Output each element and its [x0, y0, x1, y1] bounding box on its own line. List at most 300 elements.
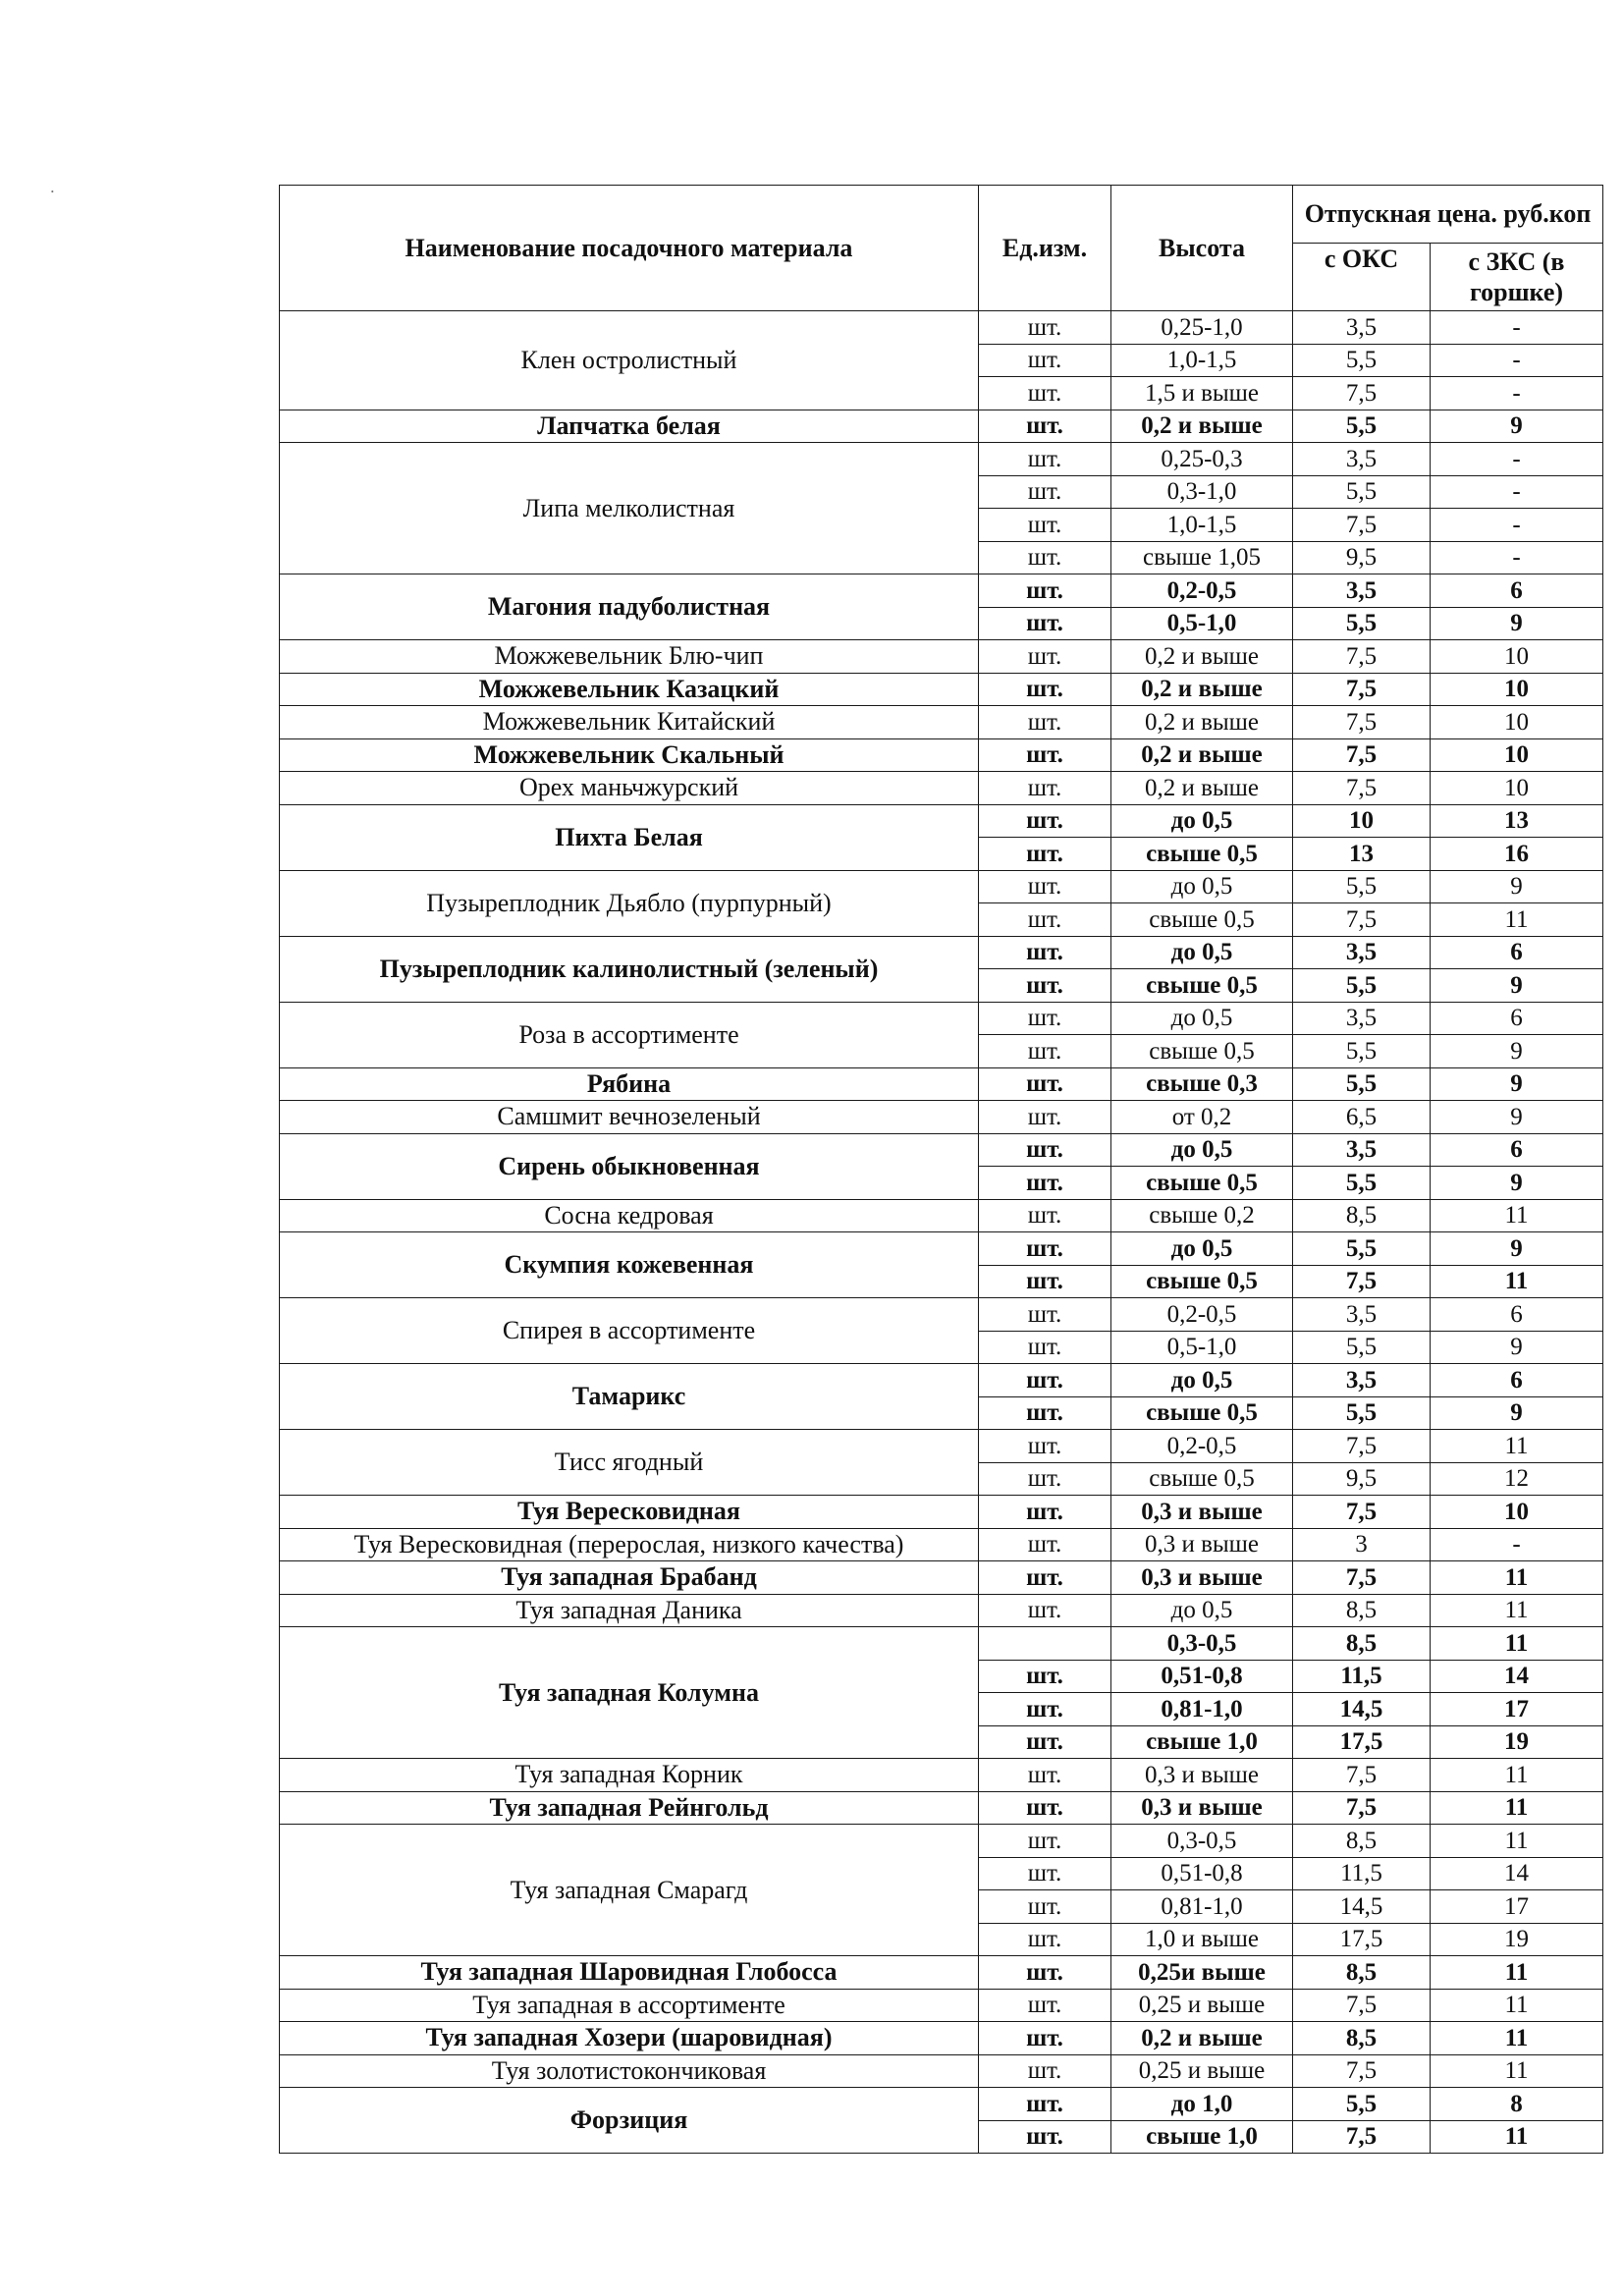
unit-cell: шт.: [979, 2022, 1111, 2055]
plant-name: Туя золотистокончиковая: [280, 2054, 979, 2088]
unit-cell: шт.: [979, 1989, 1111, 2022]
price-zks-cell: 11: [1431, 1594, 1603, 1627]
price-oks-cell: 8,5: [1293, 1825, 1431, 1858]
price-zks-cell: -: [1431, 475, 1603, 509]
price-oks-cell: 7,5: [1293, 1430, 1431, 1463]
unit-cell: [979, 1627, 1111, 1661]
plant-name: Можжевельник Казацкий: [280, 673, 979, 706]
unit-cell: шт.: [979, 1430, 1111, 1463]
unit-cell: шт.: [979, 936, 1111, 969]
plant-name: Туя западная Колумна: [280, 1627, 979, 1759]
unit-cell: шт.: [979, 1199, 1111, 1232]
price-oks-cell: 3,5: [1293, 936, 1431, 969]
plant-name: Туя западная Рейнгольд: [280, 1791, 979, 1825]
unit-cell: шт.: [979, 1101, 1111, 1134]
table-row: [280, 870, 1603, 903]
price-oks-cell: 11,5: [1293, 1660, 1431, 1693]
header-price-zks: с ЗКС (в горшке): [1431, 244, 1603, 311]
table-header: [280, 186, 1603, 311]
unit-cell: шт.: [979, 1890, 1111, 1924]
height-cell: 0,3-0,5: [1111, 1825, 1293, 1858]
table-row: [280, 1430, 1603, 1463]
unit-cell: шт.: [979, 1857, 1111, 1890]
price-table: [279, 185, 1603, 2154]
unit-cell: шт.: [979, 1923, 1111, 1956]
price-zks-cell: 11: [1431, 1956, 1603, 1990]
price-oks-cell: 14,5: [1293, 1693, 1431, 1726]
price-zks-cell: -: [1431, 377, 1603, 410]
price-oks-cell: 7,5: [1293, 673, 1431, 706]
table-row: [280, 1528, 1603, 1561]
plant-name: Спирея в ассортименте: [280, 1298, 979, 1364]
price-zks-cell: 11: [1431, 2022, 1603, 2055]
price-zks-cell: 11: [1431, 903, 1603, 937]
price-zks-cell: 6: [1431, 1364, 1603, 1397]
unit-cell: шт.: [979, 1759, 1111, 1792]
price-oks-cell: 5,5: [1293, 1331, 1431, 1364]
unit-cell: шт.: [979, 1133, 1111, 1167]
price-zks-cell: 9: [1431, 1331, 1603, 1364]
price-zks-cell: 13: [1431, 804, 1603, 838]
price-oks-cell: 7,5: [1293, 1989, 1431, 2022]
price-zks-cell: 11: [1431, 1627, 1603, 1661]
height-cell: свыше 1,05: [1111, 541, 1293, 574]
plant-name: Скумпия кожевенная: [280, 1232, 979, 1298]
table-row: [280, 1627, 1603, 1661]
price-zks-cell: 6: [1431, 574, 1603, 608]
unit-cell: шт.: [979, 804, 1111, 838]
height-cell: до 0,5: [1111, 1594, 1293, 1627]
price-oks-cell: 11,5: [1293, 1857, 1431, 1890]
height-cell: 0,2-0,5: [1111, 1430, 1293, 1463]
height-cell: свыше 0,5: [1111, 1462, 1293, 1496]
height-cell: 0,25 и выше: [1111, 1989, 1293, 2022]
price-oks-cell: 6,5: [1293, 1101, 1431, 1134]
plant-name: Туя Вересковидная (перерослая, низкого качества): [280, 1528, 979, 1561]
price-zks-cell: 9: [1431, 969, 1603, 1003]
table-row: [280, 1496, 1603, 1529]
height-cell: 0,25-1,0: [1111, 311, 1293, 345]
price-zks-cell: 10: [1431, 706, 1603, 739]
price-oks-cell: 17,5: [1293, 1923, 1431, 1956]
price-oks-cell: 7,5: [1293, 509, 1431, 542]
height-cell: 0,2 и выше: [1111, 673, 1293, 706]
price-oks-cell: 5,5: [1293, 410, 1431, 443]
plant-name: Туя Вересковидная: [280, 1496, 979, 1529]
price-zks-cell: -: [1431, 541, 1603, 574]
plant-name: Можжевельник Блю-чип: [280, 640, 979, 674]
plant-name: Роза в ассортименте: [280, 1002, 979, 1067]
unit-cell: шт.: [979, 541, 1111, 574]
unit-cell: шт.: [979, 903, 1111, 937]
price-oks-cell: 17,5: [1293, 1725, 1431, 1759]
table-row: [280, 2022, 1603, 2055]
height-cell: до 0,5: [1111, 870, 1293, 903]
table-row: [280, 1199, 1603, 1232]
table-row: [280, 1989, 1603, 2022]
height-cell: 0,81-1,0: [1111, 1890, 1293, 1924]
height-cell: свыше 0,5: [1111, 969, 1293, 1003]
height-cell: 0,81-1,0: [1111, 1693, 1293, 1726]
price-oks-cell: 7,5: [1293, 377, 1431, 410]
unit-cell: шт.: [979, 1594, 1111, 1627]
unit-cell: шт.: [979, 410, 1111, 443]
height-cell: 0,25 и выше: [1111, 2054, 1293, 2088]
price-zks-cell: 9: [1431, 1167, 1603, 1200]
price-oks-cell: 7,5: [1293, 1265, 1431, 1298]
price-zks-cell: 9: [1431, 410, 1603, 443]
price-oks-cell: 8,5: [1293, 1594, 1431, 1627]
height-cell: 0,51-0,8: [1111, 1857, 1293, 1890]
price-oks-cell: 7,5: [1293, 706, 1431, 739]
plant-name: Сирень обыкновенная: [280, 1133, 979, 1199]
price-zks-cell: 11: [1431, 1265, 1603, 1298]
unit-cell: шт.: [979, 443, 1111, 476]
plant-name: Рябина: [280, 1067, 979, 1101]
unit-cell: шт.: [979, 1825, 1111, 1858]
plant-name: Клен остролистный: [280, 311, 979, 410]
plant-name: Туя западная Брабанд: [280, 1561, 979, 1595]
price-zks-cell: 9: [1431, 607, 1603, 640]
plant-name: Самшмит вечнозеленый: [280, 1101, 979, 1134]
unit-cell: шт.: [979, 1660, 1111, 1693]
price-zks-cell: 10: [1431, 738, 1603, 772]
unit-cell: шт.: [979, 1067, 1111, 1101]
table-row: [280, 1759, 1603, 1792]
price-zks-cell: 6: [1431, 1002, 1603, 1035]
height-cell: 0,5-1,0: [1111, 607, 1293, 640]
plant-name: Туя западная Смарагд: [280, 1825, 979, 1956]
price-oks-cell: 8,5: [1293, 1199, 1431, 1232]
price-oks-cell: 5,5: [1293, 969, 1431, 1003]
price-oks-cell: 7,5: [1293, 1759, 1431, 1792]
plant-name: Можжевельник Китайский: [280, 706, 979, 739]
height-cell: 0,3-0,5: [1111, 1627, 1293, 1661]
table-row: [280, 1298, 1603, 1332]
header-height: Высота: [1111, 186, 1293, 311]
unit-cell: шт.: [979, 1561, 1111, 1595]
price-zks-cell: -: [1431, 509, 1603, 542]
price-oks-cell: 5,5: [1293, 1035, 1431, 1068]
price-zks-cell: 17: [1431, 1890, 1603, 1924]
height-cell: 0,2-0,5: [1111, 574, 1293, 608]
price-zks-cell: 6: [1431, 936, 1603, 969]
height-cell: свыше 1,0: [1111, 2120, 1293, 2154]
plant-name: Сосна кедровая: [280, 1199, 979, 1232]
table-row: [280, 311, 1603, 345]
price-zks-cell: 12: [1431, 1462, 1603, 1496]
unit-cell: шт.: [979, 2054, 1111, 2088]
price-zks-cell: 9: [1431, 1067, 1603, 1101]
price-list-sheet: [279, 185, 1602, 2154]
unit-cell: шт.: [979, 1298, 1111, 1332]
plant-name: Туя западная Корник: [280, 1759, 979, 1792]
unit-cell: шт.: [979, 1167, 1111, 1200]
price-oks-cell: 3,5: [1293, 1298, 1431, 1332]
price-oks-cell: 3: [1293, 1528, 1431, 1561]
unit-cell: шт.: [979, 344, 1111, 377]
height-cell: 0,5-1,0: [1111, 1331, 1293, 1364]
price-oks-cell: 8,5: [1293, 2022, 1431, 2055]
header-unit: Ед.изм.: [979, 186, 1111, 311]
plant-name: Пузыреплодник калинолистный (зеленый): [280, 936, 979, 1002]
unit-cell: шт.: [979, 1364, 1111, 1397]
price-zks-cell: 10: [1431, 673, 1603, 706]
margin-mark: ˙: [49, 187, 56, 208]
price-oks-cell: 7,5: [1293, 772, 1431, 805]
height-cell: до 1,0: [1111, 2088, 1293, 2121]
price-oks-cell: 9,5: [1293, 1462, 1431, 1496]
height-cell: 0,2-0,5: [1111, 1298, 1293, 1332]
price-oks-cell: 7,5: [1293, 903, 1431, 937]
table-row: [280, 574, 1603, 608]
unit-cell: шт.: [979, 838, 1111, 871]
height-cell: свыше 0,5: [1111, 1265, 1293, 1298]
price-zks-cell: 10: [1431, 772, 1603, 805]
height-cell: свыше 0,5: [1111, 1396, 1293, 1430]
price-zks-cell: 14: [1431, 1857, 1603, 1890]
price-zks-cell: 16: [1431, 838, 1603, 871]
height-cell: 1,0 и выше: [1111, 1923, 1293, 1956]
price-zks-cell: 11: [1431, 2120, 1603, 2154]
price-zks-cell: -: [1431, 443, 1603, 476]
price-oks-cell: 5,5: [1293, 1167, 1431, 1200]
price-oks-cell: 3,5: [1293, 1133, 1431, 1167]
unit-cell: шт.: [979, 1725, 1111, 1759]
price-zks-cell: 19: [1431, 1725, 1603, 1759]
price-oks-cell: 5,5: [1293, 475, 1431, 509]
table-row: [280, 1133, 1603, 1167]
price-zks-cell: 14: [1431, 1660, 1603, 1693]
height-cell: 0,3 и выше: [1111, 1561, 1293, 1595]
table-row: [280, 1067, 1603, 1101]
plant-name: Форзиция: [280, 2088, 979, 2154]
plant-name: Можжевельник Скальный: [280, 738, 979, 772]
height-cell: до 0,5: [1111, 1002, 1293, 1035]
price-oks-cell: 14,5: [1293, 1890, 1431, 1924]
unit-cell: шт.: [979, 2088, 1111, 2121]
price-oks-cell: 5,5: [1293, 870, 1431, 903]
table-row: [280, 1825, 1603, 1858]
plant-name: Туя западная Даника: [280, 1594, 979, 1627]
table-row: [280, 1561, 1603, 1595]
unit-cell: шт.: [979, 1791, 1111, 1825]
table-row: [280, 640, 1603, 674]
unit-cell: шт.: [979, 574, 1111, 608]
price-zks-cell: 9: [1431, 1232, 1603, 1266]
plant-name: Тисс ягодный: [280, 1430, 979, 1496]
unit-cell: шт.: [979, 673, 1111, 706]
unit-cell: шт.: [979, 1528, 1111, 1561]
height-cell: до 0,5: [1111, 936, 1293, 969]
price-zks-cell: 11: [1431, 1791, 1603, 1825]
table-row: [280, 1101, 1603, 1134]
price-zks-cell: 6: [1431, 1298, 1603, 1332]
price-oks-cell: 5,5: [1293, 1232, 1431, 1266]
price-oks-cell: 3,5: [1293, 574, 1431, 608]
price-oks-cell: 3,5: [1293, 443, 1431, 476]
header-price-group: Отпускная цена. руб.коп: [1293, 186, 1603, 244]
price-zks-cell: 11: [1431, 2054, 1603, 2088]
price-oks-cell: 8,5: [1293, 1627, 1431, 1661]
unit-cell: шт.: [979, 870, 1111, 903]
price-zks-cell: 8: [1431, 2088, 1603, 2121]
table-row: [280, 772, 1603, 805]
unit-cell: шт.: [979, 969, 1111, 1003]
height-cell: до 0,5: [1111, 804, 1293, 838]
height-cell: от 0,2: [1111, 1101, 1293, 1134]
height-cell: 0,3-1,0: [1111, 475, 1293, 509]
plant-name: Тамарикс: [280, 1364, 979, 1430]
price-oks-cell: 9,5: [1293, 541, 1431, 574]
price-oks-cell: 7,5: [1293, 738, 1431, 772]
plant-name: Липа мелколистная: [280, 443, 979, 574]
header-name: Наименование посадочного материала: [280, 186, 979, 311]
price-oks-cell: 7,5: [1293, 1791, 1431, 1825]
height-cell: 0,25и выше: [1111, 1956, 1293, 1990]
table-row: [280, 936, 1603, 969]
unit-cell: шт.: [979, 1462, 1111, 1496]
height-cell: свыше 0,5: [1111, 1035, 1293, 1068]
unit-cell: шт.: [979, 311, 1111, 345]
unit-cell: шт.: [979, 1396, 1111, 1430]
height-cell: 0,2 и выше: [1111, 738, 1293, 772]
height-cell: свыше 0,3: [1111, 1067, 1293, 1101]
height-cell: 1,0-1,5: [1111, 509, 1293, 542]
unit-cell: шт.: [979, 738, 1111, 772]
price-zks-cell: 10: [1431, 640, 1603, 674]
table-row: [280, 443, 1603, 476]
table-row: [280, 1594, 1603, 1627]
price-oks-cell: 3,5: [1293, 311, 1431, 345]
plant-name: Магония падуболистная: [280, 574, 979, 640]
table-row: [280, 706, 1603, 739]
height-cell: до 0,5: [1111, 1364, 1293, 1397]
price-zks-cell: -: [1431, 1528, 1603, 1561]
height-cell: 0,25-0,3: [1111, 443, 1293, 476]
height-cell: свыше 0,5: [1111, 903, 1293, 937]
price-oks-cell: 5,5: [1293, 1067, 1431, 1101]
price-oks-cell: 5,5: [1293, 2088, 1431, 2121]
height-cell: до 0,5: [1111, 1232, 1293, 1266]
table-row: [280, 804, 1603, 838]
plant-name: Пихта Белая: [280, 804, 979, 870]
unit-cell: шт.: [979, 1002, 1111, 1035]
plant-name: Пузыреплодник Дьябло (пурпурный): [280, 870, 979, 936]
height-cell: 0,2 и выше: [1111, 772, 1293, 805]
plant-name: Туя западная Хозери (шаровидная): [280, 2022, 979, 2055]
table-row: [280, 2088, 1603, 2121]
price-zks-cell: 9: [1431, 1035, 1603, 1068]
unit-cell: шт.: [979, 1265, 1111, 1298]
height-cell: 1,5 и выше: [1111, 377, 1293, 410]
plant-name: Туя западная Шаровидная Глобосса: [280, 1956, 979, 1990]
table-row: [280, 1364, 1603, 1397]
unit-cell: шт.: [979, 640, 1111, 674]
unit-cell: шт.: [979, 772, 1111, 805]
height-cell: свыше 0,5: [1111, 1167, 1293, 1200]
unit-cell: шт.: [979, 509, 1111, 542]
table-row: [280, 1002, 1603, 1035]
height-cell: 0,2 и выше: [1111, 410, 1293, 443]
height-cell: 0,2 и выше: [1111, 640, 1293, 674]
unit-cell: шт.: [979, 706, 1111, 739]
price-oks-cell: 3,5: [1293, 1002, 1431, 1035]
height-cell: 0,3 и выше: [1111, 1759, 1293, 1792]
plant-name: Лапчатка белая: [280, 410, 979, 443]
unit-cell: шт.: [979, 1956, 1111, 1990]
unit-cell: шт.: [979, 1035, 1111, 1068]
unit-cell: шт.: [979, 475, 1111, 509]
price-oks-cell: 7,5: [1293, 1561, 1431, 1595]
table-row: [280, 738, 1603, 772]
unit-cell: шт.: [979, 2120, 1111, 2154]
unit-cell: шт.: [979, 377, 1111, 410]
height-cell: свыше 1,0: [1111, 1725, 1293, 1759]
price-zks-cell: 9: [1431, 1101, 1603, 1134]
price-oks-cell: 7,5: [1293, 1496, 1431, 1529]
height-cell: 0,3 и выше: [1111, 1528, 1293, 1561]
price-zks-cell: 17: [1431, 1693, 1603, 1726]
price-oks-cell: 5,5: [1293, 344, 1431, 377]
price-oks-cell: 13: [1293, 838, 1431, 871]
height-cell: 1,0-1,5: [1111, 344, 1293, 377]
height-cell: свыше 0,5: [1111, 838, 1293, 871]
height-cell: 0,2 и выше: [1111, 706, 1293, 739]
price-oks-cell: 10: [1293, 804, 1431, 838]
price-zks-cell: 9: [1431, 1396, 1603, 1430]
price-zks-cell: 11: [1431, 1199, 1603, 1232]
plant-name: Орех маньчжурский: [280, 772, 979, 805]
unit-cell: шт.: [979, 1496, 1111, 1529]
plant-name: Туя западная в ассортименте: [280, 1989, 979, 2022]
unit-cell: шт.: [979, 1331, 1111, 1364]
table-row: [280, 1232, 1603, 1266]
price-zks-cell: -: [1431, 344, 1603, 377]
price-zks-cell: 6: [1431, 1133, 1603, 1167]
height-cell: 0,2 и выше: [1111, 2022, 1293, 2055]
unit-cell: шт.: [979, 607, 1111, 640]
price-zks-cell: 11: [1431, 1989, 1603, 2022]
table-row: [280, 1791, 1603, 1825]
height-cell: до 0,5: [1111, 1133, 1293, 1167]
price-zks-cell: 10: [1431, 1496, 1603, 1529]
price-oks-cell: 3,5: [1293, 1364, 1431, 1397]
price-zks-cell: 11: [1431, 1759, 1603, 1792]
price-zks-cell: 11: [1431, 1561, 1603, 1595]
price-zks-cell: 19: [1431, 1923, 1603, 1956]
price-zks-cell: -: [1431, 311, 1603, 345]
table-body: [280, 311, 1603, 2154]
unit-cell: шт.: [979, 1232, 1111, 1266]
price-oks-cell: 7,5: [1293, 2120, 1431, 2154]
price-oks-cell: 5,5: [1293, 607, 1431, 640]
table-row: [280, 673, 1603, 706]
height-cell: 0,3 и выше: [1111, 1791, 1293, 1825]
height-cell: свыше 0,2: [1111, 1199, 1293, 1232]
table-row: [280, 410, 1603, 443]
table-row: [280, 2054, 1603, 2088]
price-zks-cell: 11: [1431, 1825, 1603, 1858]
height-cell: 0,51-0,8: [1111, 1660, 1293, 1693]
price-oks-cell: 7,5: [1293, 640, 1431, 674]
price-oks-cell: 8,5: [1293, 1956, 1431, 1990]
price-zks-cell: 11: [1431, 1430, 1603, 1463]
height-cell: 0,3 и выше: [1111, 1496, 1293, 1529]
price-oks-cell: 7,5: [1293, 2054, 1431, 2088]
header-price-oks: с ОКС: [1293, 244, 1431, 311]
unit-cell: шт.: [979, 1693, 1111, 1726]
